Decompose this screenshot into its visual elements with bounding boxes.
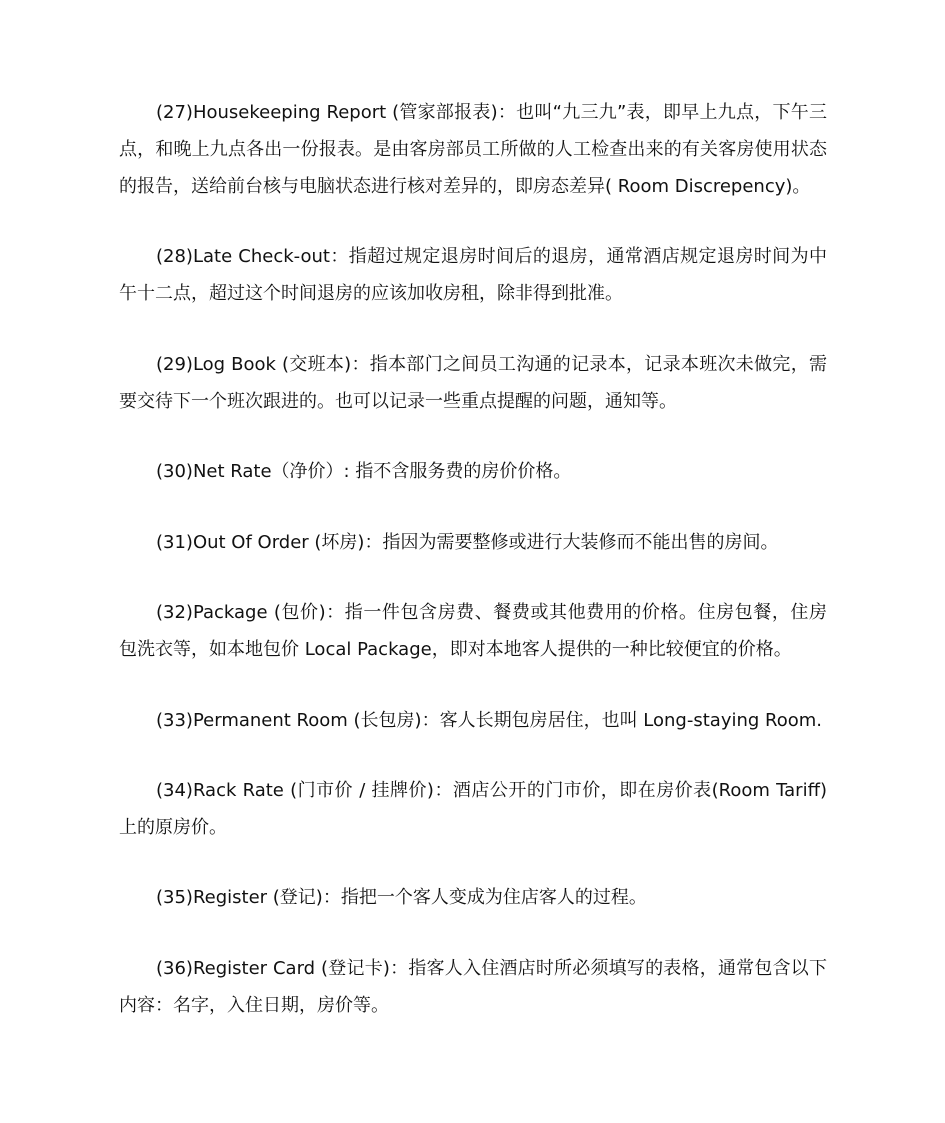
entry-32: (32)Package (包价)：指一件包含房费、餐费或其他费用的价格。住房包餐，住房包洗衣等，如本地包价 Local Package，即对本地客人提供的一种比较便宜的价格。 bbox=[119, 602, 827, 660]
entry-29: (29)Log Book (交班本)：指本部门之间员工沟通的记录本，记录本班次未做完，需要交待下一个班次跟进的。也可以记录一些重点提醒的问题，通知等。 bbox=[119, 354, 827, 412]
entry-33: (33)Permanent Room (长包房)：客人长期包房居住，也叫 Long-staying Room. bbox=[156, 710, 823, 731]
entry-31: (31)Out Of Order (坏房)：指因为需要整修或进行大装修而不能出售的房间。 bbox=[156, 532, 779, 553]
entry-28: (28)Late Check-out：指超过规定退房时间后的退房，通常酒店规定退房时间为中午十二点，超过这个时间退房的应该加收房租，除非得到批准。 bbox=[119, 246, 827, 304]
entry-27: (27)Housekeeping Report (管家部报表)：也叫“九三九”表，即早上九点，下午三点，和晚上九点各出一份报表。是由客房部员工所做的人工检查出来的有关客房使用状态的报告，送给前台核与电脑状态进行核对差异的，即房态差异( Room Discrepency)。 bbox=[119, 102, 827, 197]
entry-35: (35)Register (登记)：指把一个客人变成为住店客人的过程。 bbox=[156, 887, 647, 908]
entry-34: (34)Rack Rate (门市价 / 挂牌价)：酒店公开的门市价，即在房价表(Room Tariff)上的原房价。 bbox=[119, 780, 827, 838]
entry-36: (36)Register Card (登记卡)：指客人入住酒店时所必须填写的表格，通常包含以下内容：名字，入住日期，房价等。 bbox=[119, 958, 827, 1016]
entry-30: (30)Net Rate（净价）: 指不含服务费的房价价格。 bbox=[156, 461, 572, 482]
